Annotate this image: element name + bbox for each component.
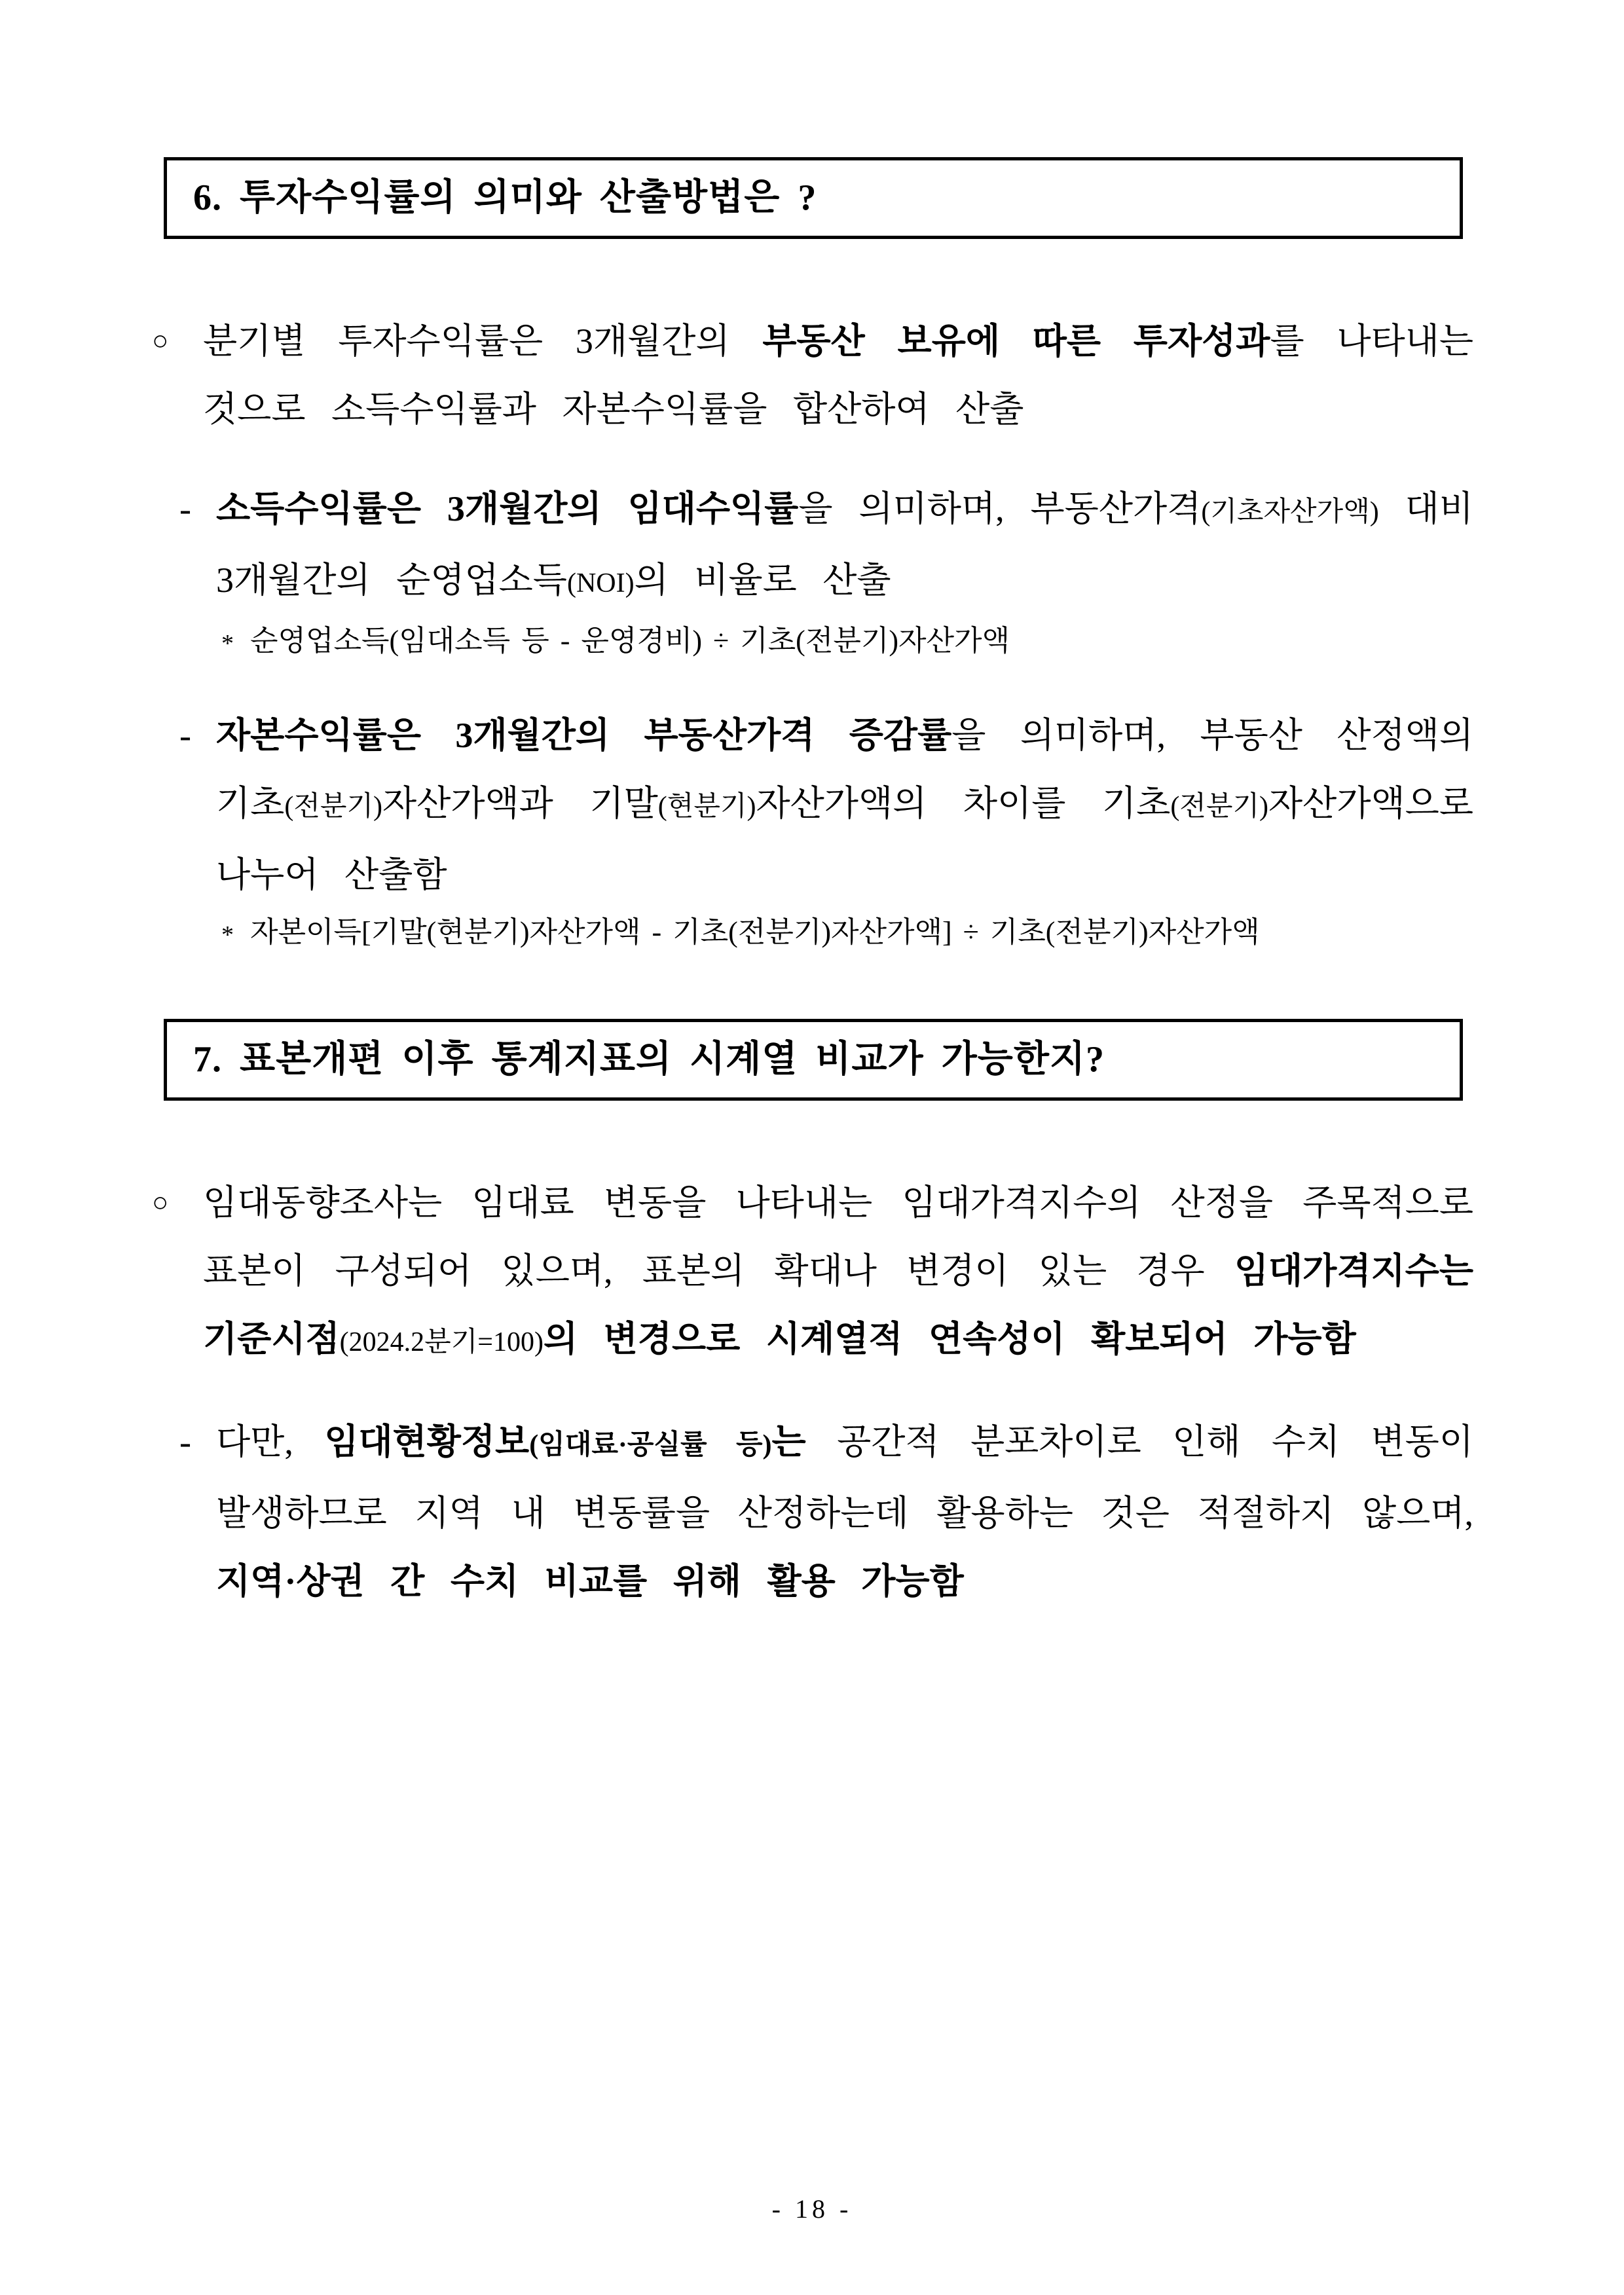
text-segment: 자산가액의 차이를 기초 bbox=[756, 784, 1171, 824]
text-segment: 의 변경으로 시계열적 연속성이 확보되어 가능함 bbox=[543, 1319, 1356, 1359]
text-segment: (2024.2분기=100) bbox=[339, 1327, 544, 1358]
text-segment: 의 비율로 산출 bbox=[634, 560, 891, 600]
text-segment: 자산가액과 기말 bbox=[382, 784, 658, 824]
text-segment: 임대동향조사는 임대료 변동을 나타내는 임대가격지수의 산정을 주목적으로 표본이 구성되어 있으며, 표본의 확대나 변경이 있는 경우 bbox=[203, 1183, 1473, 1291]
text-segment: (NOI) bbox=[566, 568, 635, 599]
faq-section-6 bbox=[151, 157, 1473, 953]
asterisk-marker: * bbox=[221, 630, 234, 658]
text-segment: (기초자산가액) bbox=[1201, 497, 1379, 528]
question-6-title: 6. 투자수익률의 의미와 산출방법은 ? bbox=[193, 177, 817, 218]
dash-marker: - bbox=[179, 716, 191, 756]
formula-text: 자본이득[기말(현분기)자산가액 - 기초(전분기)자산가액] ÷ 기초(전분기)자산가액 bbox=[250, 916, 1260, 949]
text-segment: (전분기) bbox=[284, 792, 383, 822]
text-segment: 는 bbox=[771, 1422, 806, 1462]
text-segment: (임대료·공실률 등) bbox=[529, 1430, 772, 1461]
paragraph-text bbox=[203, 1169, 1473, 1376]
text-segment: 다만, bbox=[216, 1422, 325, 1462]
paragraph-text bbox=[216, 701, 1473, 909]
paragraph-text bbox=[216, 1408, 1473, 1615]
asterisk-marker: * bbox=[221, 921, 234, 949]
text-segment: (전분기) bbox=[1170, 792, 1269, 822]
formula-note bbox=[217, 911, 1473, 953]
text-segment: 소득수익률은 3개월간의 임대수익률 bbox=[216, 489, 799, 529]
formula-note bbox=[217, 620, 1473, 662]
dash-paragraph bbox=[151, 1408, 1473, 1615]
text-segment: 을 의미하며, 부동산 산정액의 기초 bbox=[216, 716, 1474, 824]
faq-section-7 bbox=[151, 1019, 1473, 1615]
text-segment: 지역·상권 간 수치 비교를 위해 활용 가능함 bbox=[216, 1562, 964, 1602]
formula-text: 순영업소득(임대소득 등 - 운영경비) ÷ 기초(전분기)자산가액 bbox=[250, 625, 1010, 657]
dash-paragraph bbox=[151, 475, 1473, 617]
text-segment: 분기별 투자수익률은 3개월간의 bbox=[203, 321, 763, 361]
text-segment: 를 나타내는 것으로 소득수익률과 자본수익률을 합산하여 산출 bbox=[203, 321, 1473, 430]
question-6-box bbox=[164, 157, 1463, 239]
circle-bullet-marker: ○ bbox=[152, 326, 169, 357]
text-segment: 을 의미하며, 부동산가격 bbox=[798, 489, 1202, 529]
dash-marker: - bbox=[179, 489, 191, 529]
text-segment: 임대현황정보 bbox=[324, 1422, 530, 1462]
dash-marker: - bbox=[179, 1422, 191, 1462]
text-segment: 부동산 보유에 따른 투자성과 bbox=[762, 321, 1270, 361]
question-7-title: 7. 표본개편 이후 통계지표의 시계열 비교가 가능한지? bbox=[193, 1039, 1105, 1080]
dash-paragraph bbox=[151, 701, 1473, 909]
circle-bullet-marker: ○ bbox=[152, 1188, 169, 1219]
bullet-paragraph bbox=[151, 1169, 1473, 1376]
text-segment: 공간적 분포차이로 인해 수치 변동이 발생하므로 지역 내 변동률을 산정하는데 활용하는 것은 적절하지 않으며, bbox=[216, 1422, 1474, 1533]
text-segment: (현분기) bbox=[657, 792, 756, 822]
text-segment: 자산가액으로 나누어 산출함 bbox=[216, 784, 1473, 895]
paragraph-text bbox=[203, 307, 1473, 443]
text-segment: 자본수익률은 3개월간의 부동산가격 증감률 bbox=[216, 716, 952, 756]
page-number: - 18 - bbox=[771, 2194, 853, 2224]
question-7-box bbox=[164, 1019, 1463, 1101]
bullet-paragraph bbox=[151, 307, 1473, 443]
paragraph-text bbox=[216, 475, 1473, 617]
text-segment: 임대가격지수는 기준시점 bbox=[203, 1251, 1473, 1359]
text-segment: 대비 3개월간의 순영업소득 bbox=[216, 489, 1474, 600]
